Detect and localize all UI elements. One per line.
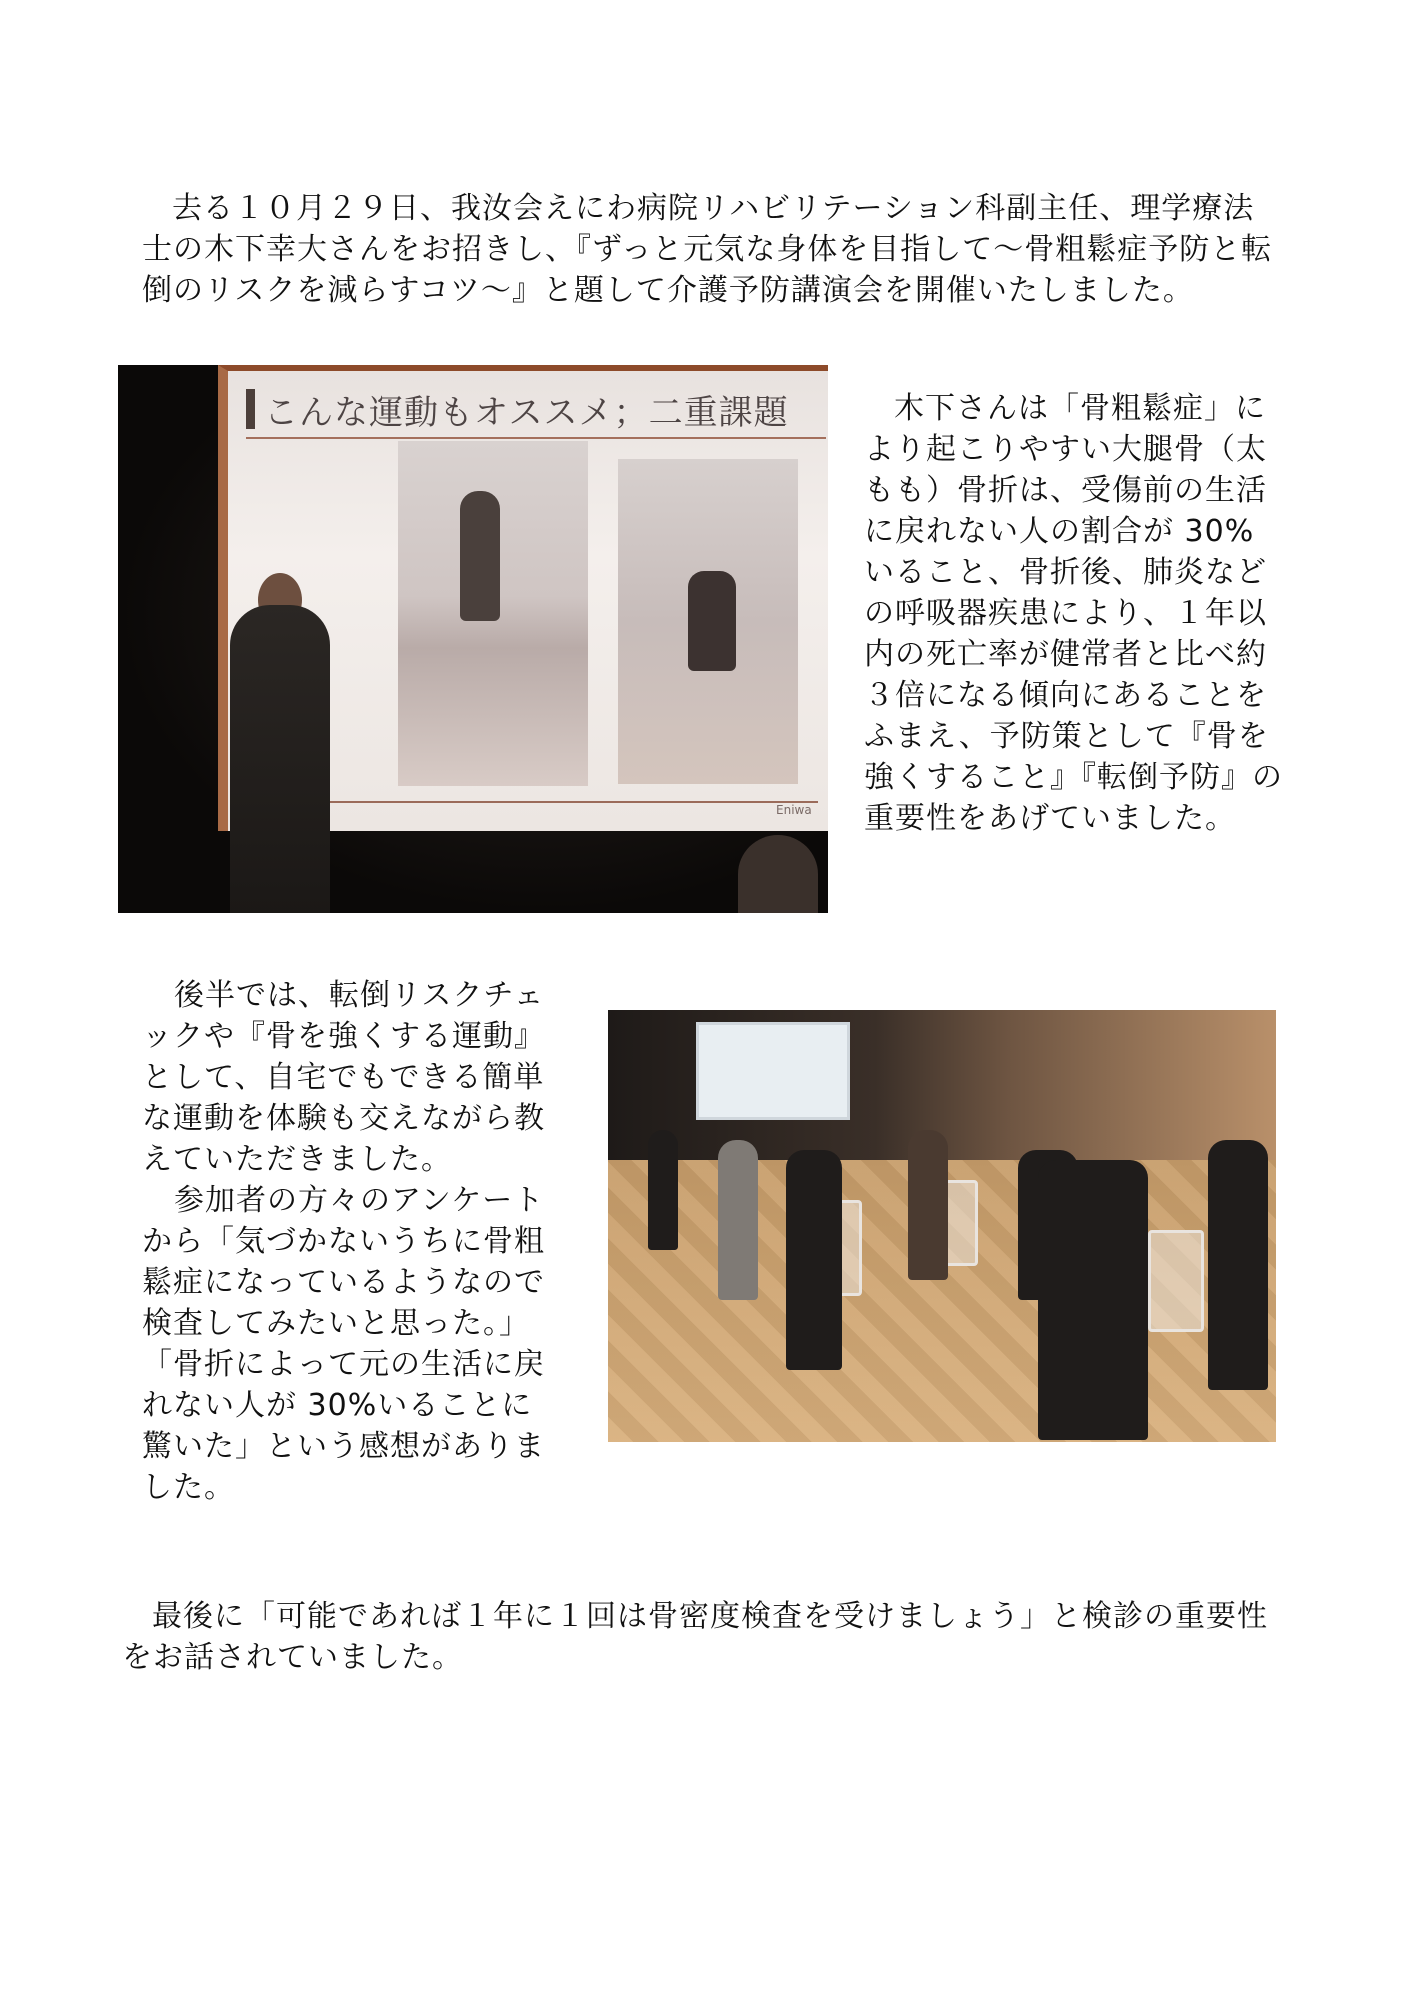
- left-column-paragraph-1: 後半では、転倒リスクチェックや『骨を強くする運動』として、自宅でもできる簡単な運動を体験も交えながら教えていただきました。: [142, 978, 545, 1177]
- lecture-photo: [118, 365, 828, 913]
- closing-paragraph: 最後に「可能であれば１年に１回は骨密度検査を受けましょう」と検診の重要性をお話されていました。: [122, 1599, 1268, 1675]
- intro-paragraph: 去る１０月２９日、我汝会えにわ病院リハビリテーション科副主任、理学療法士の木下幸大さんをお招きし、『ずっと元気な身体を目指して〜骨粗鬆症予防と転倒のリスクを減らすコツ〜』と題して介護予防講演会を開催いたしました。: [142, 191, 1273, 308]
- hall-projection-screen: [696, 1022, 850, 1120]
- audience-head: [738, 835, 818, 913]
- participant: [1208, 1140, 1268, 1390]
- speaker: [230, 605, 330, 913]
- participant: [1038, 1160, 1148, 1440]
- slide-divider: [246, 437, 826, 439]
- slide-title: こんな運動もオススメ；二重課題: [264, 393, 789, 433]
- slide-footer-line: [248, 801, 818, 803]
- participant: [786, 1150, 842, 1370]
- slide-person-walking: [460, 491, 500, 621]
- chair: [1148, 1230, 1204, 1332]
- slide-title-bar: [246, 389, 255, 429]
- right-column-paragraph: 木下さんは「骨粗鬆症」により起こりやすい大腿骨（太もも）骨折は、受傷前の生活に戻れない人の割合が 30%いること、骨折後、肺炎などの呼吸器疾患により、１年以内の死亡率が健常者と比べ約３倍になる傾向にあることをふまえ、予防策として『骨を強くすること』『転倒予防』の重要性をあげていました。: [864, 391, 1283, 836]
- slide-person-exercising: [688, 571, 736, 671]
- exercise-hall-photo: [608, 1010, 1276, 1442]
- left-column-text: [142, 975, 562, 1508]
- participant: [648, 1130, 678, 1250]
- slide-logo: Eniwa: [776, 803, 812, 817]
- participant: [718, 1140, 758, 1300]
- left-column-paragraph-2: 参加者の方々のアンケートから「気づかないうちに骨粗鬆症になっているようなので検査してみたいと思った。」「骨折によって元の生活に戻れない人が 30%いることに驚いた」という感想がありました。: [142, 1183, 545, 1505]
- participant: [908, 1130, 948, 1280]
